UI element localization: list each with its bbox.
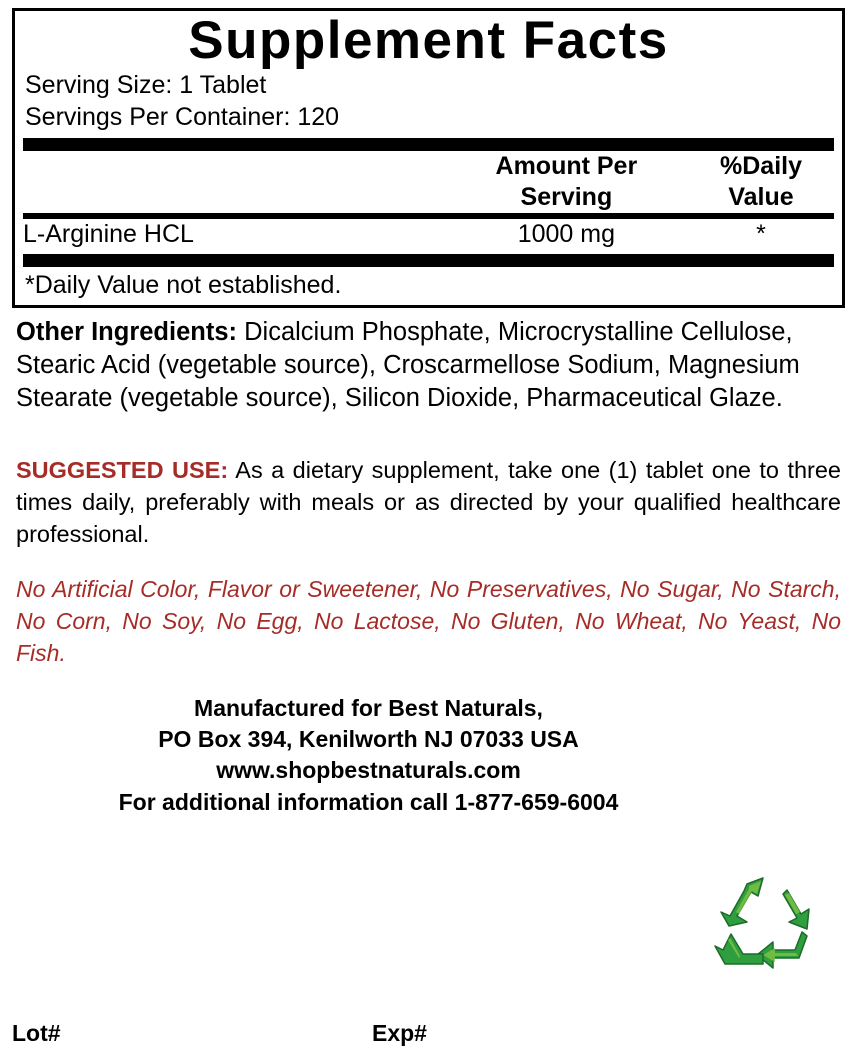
other-ingredients-label: Other Ingredients:	[16, 318, 238, 347]
header-amount-per-serving	[445, 151, 688, 213]
servings-per-container: Servings Per Container: 120	[25, 103, 340, 132]
recycle-icon	[703, 876, 835, 980]
nutrient-name: L-Arginine HCL	[23, 220, 194, 249]
free-from-claims: No Artificial Color, Flavor or Sweetener, No Preservatives, No Sugar, No Starch, No Corn, No Soy, No Egg, No Lactose, No Gluten, No Wheat, No Yeast, No Fish.	[16, 575, 841, 667]
manufacturer-block	[10, 693, 847, 817]
header-amount-line1: Amount Per	[495, 152, 638, 181]
header-nutrient	[23, 151, 445, 213]
suggested-use-label: SUGGESTED USE:	[16, 456, 229, 483]
daily-value-footnote: *Daily Value not established.	[25, 271, 342, 300]
supplement-facts-panel	[12, 8, 845, 308]
panel-rule-thick-bottom	[23, 254, 834, 267]
header-amount-line2: Serving	[520, 183, 613, 212]
supplement-facts-table	[23, 151, 834, 213]
exp-label: Exp#	[372, 1020, 427, 1046]
manufacturer-address: PO Box 394, Kenilworth NJ 07033 USA	[158, 726, 579, 753]
supplement-facts-title: Supplement Facts	[188, 11, 669, 70]
other-ingredients	[16, 316, 843, 415]
manufacturer-website[interactable]: www.shopbestnaturals.com	[216, 757, 521, 784]
header-daily-value	[688, 151, 834, 213]
lot-label: Lot#	[12, 1020, 61, 1046]
nutrient-amount: 1000 mg	[517, 220, 616, 249]
serving-size: Serving Size: 1 Tablet	[25, 71, 267, 100]
suggested-use-text: As a dietary supplement, take one (1) tablet one to three times daily, preferably with meals or as directed by your qualified healthcare professional.	[16, 456, 842, 548]
other-ingredients-text: Dicalcium Phosphate, Microcrystalline Cellulose, Stearic Acid (vegetable source), Croscarmellose Sodium, Magnesium Stearate (vegetable source), Silicon Dioxide, Pharmaceutical Glaze.	[16, 318, 800, 413]
table-row	[23, 219, 834, 249]
suggested-use	[16, 454, 841, 551]
supplement-facts-body	[23, 219, 834, 249]
manufacturer-phone: For additional information call 1-877-659-6004	[118, 788, 619, 815]
header-dv-line1: %Daily	[720, 152, 802, 181]
manufacturer-name: Manufactured for Best Naturals,	[194, 695, 543, 722]
header-dv-line2: Value	[728, 183, 794, 212]
panel-rule-thick-top	[23, 138, 834, 151]
nutrient-daily-value: *	[756, 220, 766, 249]
table-header-row	[23, 151, 834, 213]
